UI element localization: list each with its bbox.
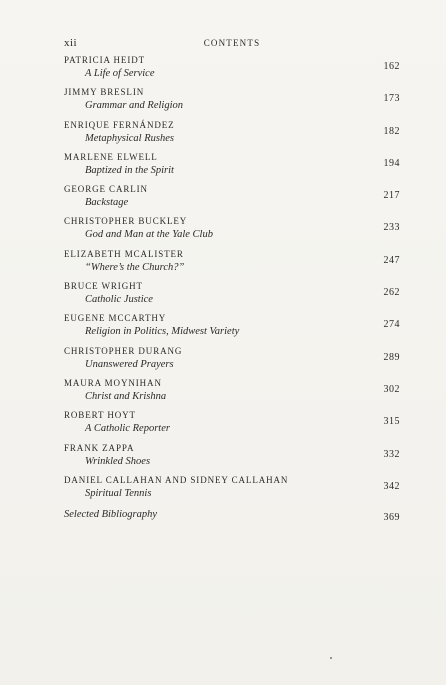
toc-title: Religion in Politics, Midwest Variety (85, 326, 240, 338)
toc-page-number: 182 (383, 125, 400, 137)
toc-author: MAURA MOYNIHAN (64, 377, 162, 388)
toc-page-number: 332 (383, 448, 400, 460)
toc-page-number: 247 (383, 254, 400, 266)
toc-page-number: 274 (383, 319, 400, 331)
toc-author: ENRIQUE FERNÁNDEZ (64, 119, 175, 130)
toc-page-number: 173 (383, 93, 400, 105)
toc-page-number: 194 (383, 157, 400, 169)
toc-author: ROBERT HOYT (64, 410, 136, 421)
toc-title: Metaphysical Rushes (85, 132, 174, 144)
page-number: xii (64, 37, 78, 49)
toc-author: JIMMY BRESLIN (64, 87, 145, 98)
toc-entry[interactable] (64, 55, 400, 87)
toc-author: MARLENE ELWELL (64, 151, 158, 162)
toc-title: Spiritual Tennis (85, 487, 152, 499)
toc-title: Grammar and Religion (85, 100, 183, 112)
toc-entry[interactable] (64, 443, 400, 475)
toc-page-number: 217 (383, 190, 400, 202)
print-speck (330, 657, 332, 659)
toc-title: Wrinkled Shoes (85, 455, 151, 467)
toc-title: Backstage (85, 197, 129, 209)
toc-author: GEORGE CARLIN (64, 184, 148, 195)
toc-entry[interactable] (64, 120, 400, 152)
toc-author: PATRICIA HEIDT (64, 55, 146, 65)
toc-title: Selected Bibliography (64, 509, 158, 521)
toc-author: BRUCE WRIGHT (64, 281, 143, 292)
toc-entry[interactable] (64, 216, 400, 248)
toc-entry-bibliography[interactable] (64, 507, 400, 539)
toc-title: A Catholic Reporter (85, 423, 170, 435)
toc-title: Christ and Krishna (85, 390, 167, 402)
toc-page-number: 369 (383, 512, 400, 524)
toc-entry[interactable] (64, 152, 400, 184)
toc-page-number: 342 (383, 480, 400, 492)
toc-page-number: 162 (383, 61, 400, 72)
toc-page-number: 233 (383, 222, 400, 234)
toc-page-number: 315 (383, 416, 400, 428)
toc-entry[interactable] (64, 475, 400, 507)
toc-entry[interactable] (64, 410, 400, 442)
page-header (64, 37, 400, 51)
toc-title: “Where’s the Church?” (85, 261, 185, 273)
toc-author: EUGENE MCCARTHY (64, 313, 167, 324)
toc-author: ELIZABETH MCALISTER (64, 248, 184, 259)
toc-page-number: 289 (383, 351, 400, 363)
toc-entry[interactable] (64, 87, 400, 119)
toc-author: CHRISTOPHER DURANG (64, 345, 183, 356)
toc-page-number: 262 (383, 287, 400, 299)
toc-entry[interactable] (64, 378, 400, 410)
toc-entry[interactable] (64, 249, 400, 281)
toc-author: DANIEL CALLAHAN AND SIDNEY CALLAHAN (64, 474, 289, 485)
toc-author: FRANK ZAPPA (64, 442, 135, 453)
toc-title: A Life of Service (85, 68, 155, 79)
running-title: CONTENTS (203, 38, 261, 48)
toc-entry[interactable] (64, 184, 400, 216)
toc-entry[interactable] (64, 346, 400, 378)
toc-entry[interactable] (64, 281, 400, 313)
toc-author: CHRISTOPHER BUCKLEY (64, 216, 188, 227)
toc-title: Baptized in the Spirit (85, 164, 174, 176)
toc-page-number: 302 (383, 383, 400, 395)
toc-title: Catholic Justice (85, 294, 153, 306)
toc-entry[interactable] (64, 313, 400, 345)
toc-title: God and Man at the Yale Club (85, 229, 213, 241)
toc-title: Unanswered Prayers (85, 358, 174, 370)
table-of-contents (64, 55, 400, 539)
